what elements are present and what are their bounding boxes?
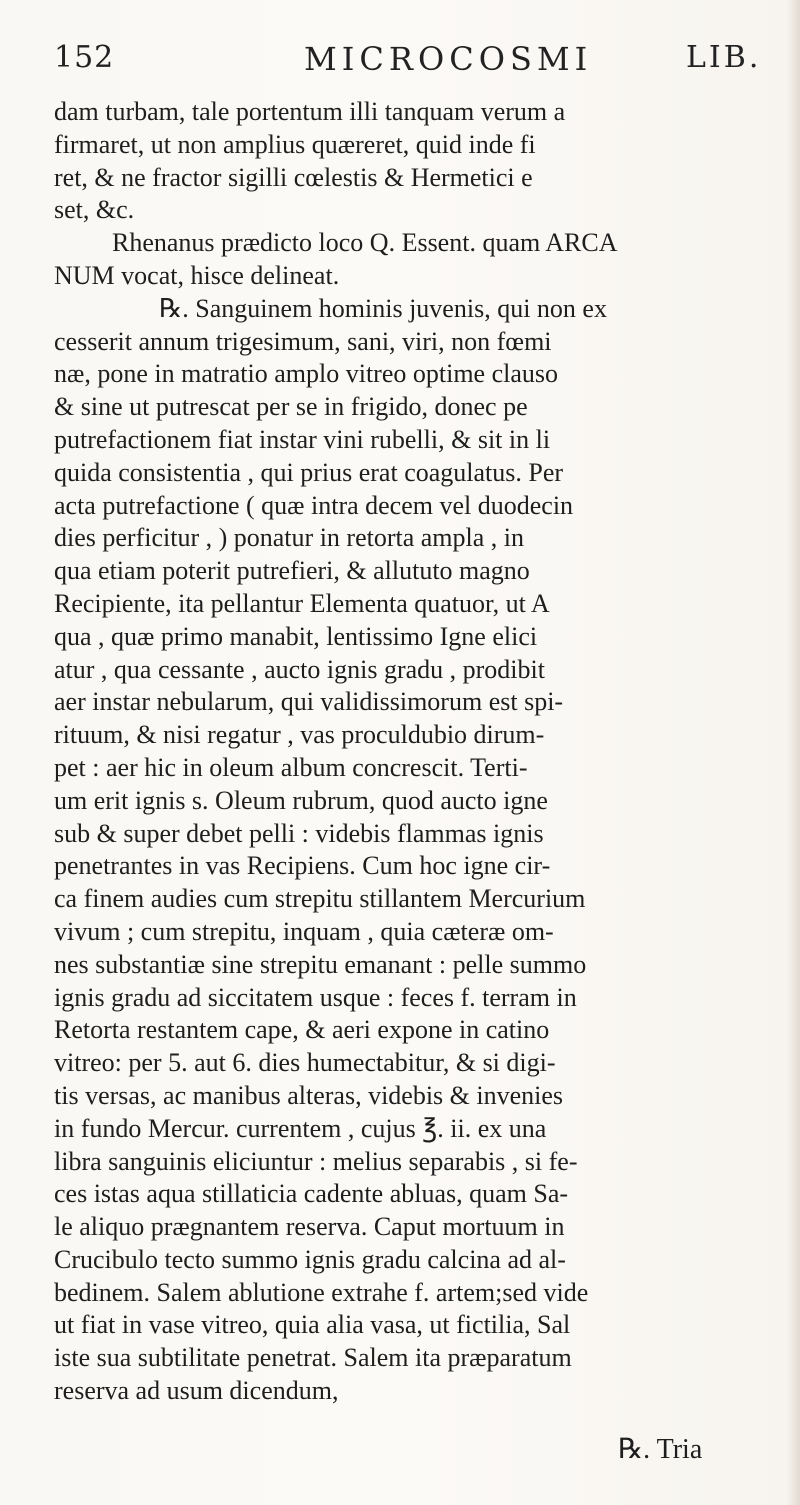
text-line: Recipiente, ita pellantur Elementa quatuor, ut A xyxy=(54,588,550,618)
page-number: 152 xyxy=(54,40,115,75)
text-line: pet : aer hic in oleum album concrescit. Terti- xyxy=(54,752,528,782)
text-line: penetrantes in vas Recipiens. Cum hoc igne cir- xyxy=(54,851,551,881)
text-line: putrefactionem fiat instar vini rubelli, & sit in li xyxy=(54,424,551,454)
book-number: LIB. xyxy=(686,40,762,75)
text-line: rituum, & nisi regatur , vas proculdubio dirum- xyxy=(54,720,545,750)
text-line: qua etiam poterit putrefieri, & allututo magno xyxy=(54,556,530,586)
catchword: ℞. Tria xyxy=(618,1434,703,1465)
text-line: quida consistentia , qui prius erat coagulatus. Per xyxy=(54,457,564,487)
text-line: qua , quæ primo manabit, lentissimo Igne elici xyxy=(54,621,538,651)
text-line: set, &c. xyxy=(54,195,135,225)
text-line: ces istas aqua stillaticia cadente abluas, quam Sa- xyxy=(54,1179,569,1209)
text-line: in fundo Mercur. currentem , cujus ℥. ii. ex una xyxy=(54,1113,547,1143)
text-line: firmaret, ut non amplius quæreret, quid inde fi xyxy=(54,129,536,159)
text-line: um erit ignis s. Oleum rubrum, quod aucto igne xyxy=(54,785,548,815)
text-line: Crucibulo tecto summo ignis gradu calcina ad al- xyxy=(54,1244,566,1274)
body-text xyxy=(54,96,789,1408)
text-line: & sine ut putrescat per se in frigido, donec pe xyxy=(54,392,528,422)
text-line: atur , qua cessante , aucto ignis gradu , prodibit xyxy=(54,654,545,684)
text-line: vivum ; cum strepitu, inquam , quia cæteræ om- xyxy=(54,916,554,946)
text-line: næ, pone in matratio amplo vitreo optime clauso xyxy=(54,359,559,389)
text-line: ut fiat in vase vitreo, quia alia vasa, ut fictilia, Sal xyxy=(54,1310,571,1340)
text-line: ignis gradu ad siccitatem usque : feces f. terram in xyxy=(54,982,577,1012)
text-line: libra sanguinis eliciuntur : melius separabis , si fe- xyxy=(54,1146,578,1176)
text-line: dies perficitur , ) ponatur in retorta ampla , in xyxy=(54,523,525,553)
text-line: reserva ad usum dicendum, xyxy=(54,1376,339,1406)
text-line: acta putrefactione ( quæ intra decem vel duodecin xyxy=(54,490,574,520)
text-line: NUM vocat, hisce delineat. xyxy=(54,260,340,290)
text-line: dam turbam, tale portentum illi tanquam verum a xyxy=(54,97,566,126)
text-line: bedinem. Salem ablutione extrahe f. artem;sed vide xyxy=(54,1277,589,1307)
text-line: sub & super debet pelli : videbis flammas ignis xyxy=(54,818,544,848)
text-line: vitreo: per 5. aut 6. dies humectabitur, & si digi- xyxy=(54,1048,556,1078)
text-line: le aliquo prægnantem reserva. Caput mortuum in xyxy=(54,1212,565,1242)
text-line: cesserit annum trigesimum, sani, viri, non fœmi xyxy=(54,326,552,356)
text-line: Rhenanus prædicto loco Q. Essent. quam ARCA xyxy=(112,228,618,258)
text-line: ret, & ne fractor sigilli cœlestis & Hermetici e xyxy=(54,162,533,192)
text-line: Retorta restantem cape, & aeri expone in catino xyxy=(54,1015,550,1045)
running-title: MICROCOSMI xyxy=(304,40,593,78)
page-header xyxy=(54,38,784,86)
text-line: nes substantiæ sine strepitu emanant : pelle summo xyxy=(54,949,587,979)
text-line: ca finem audies cum strepitu stillantem Mercurium xyxy=(54,884,586,914)
text-line: ℞. Sanguinem hominis juvenis, qui non ex xyxy=(159,293,607,323)
text-line: iste sua subtilitate penetrat. Salem ita præparatum xyxy=(54,1343,572,1373)
text-line: tis versas, ac manibus alteras, videbis & invenies xyxy=(54,1080,564,1110)
text-line: aer instar nebularum, qui validissimorum est spi- xyxy=(54,687,564,717)
